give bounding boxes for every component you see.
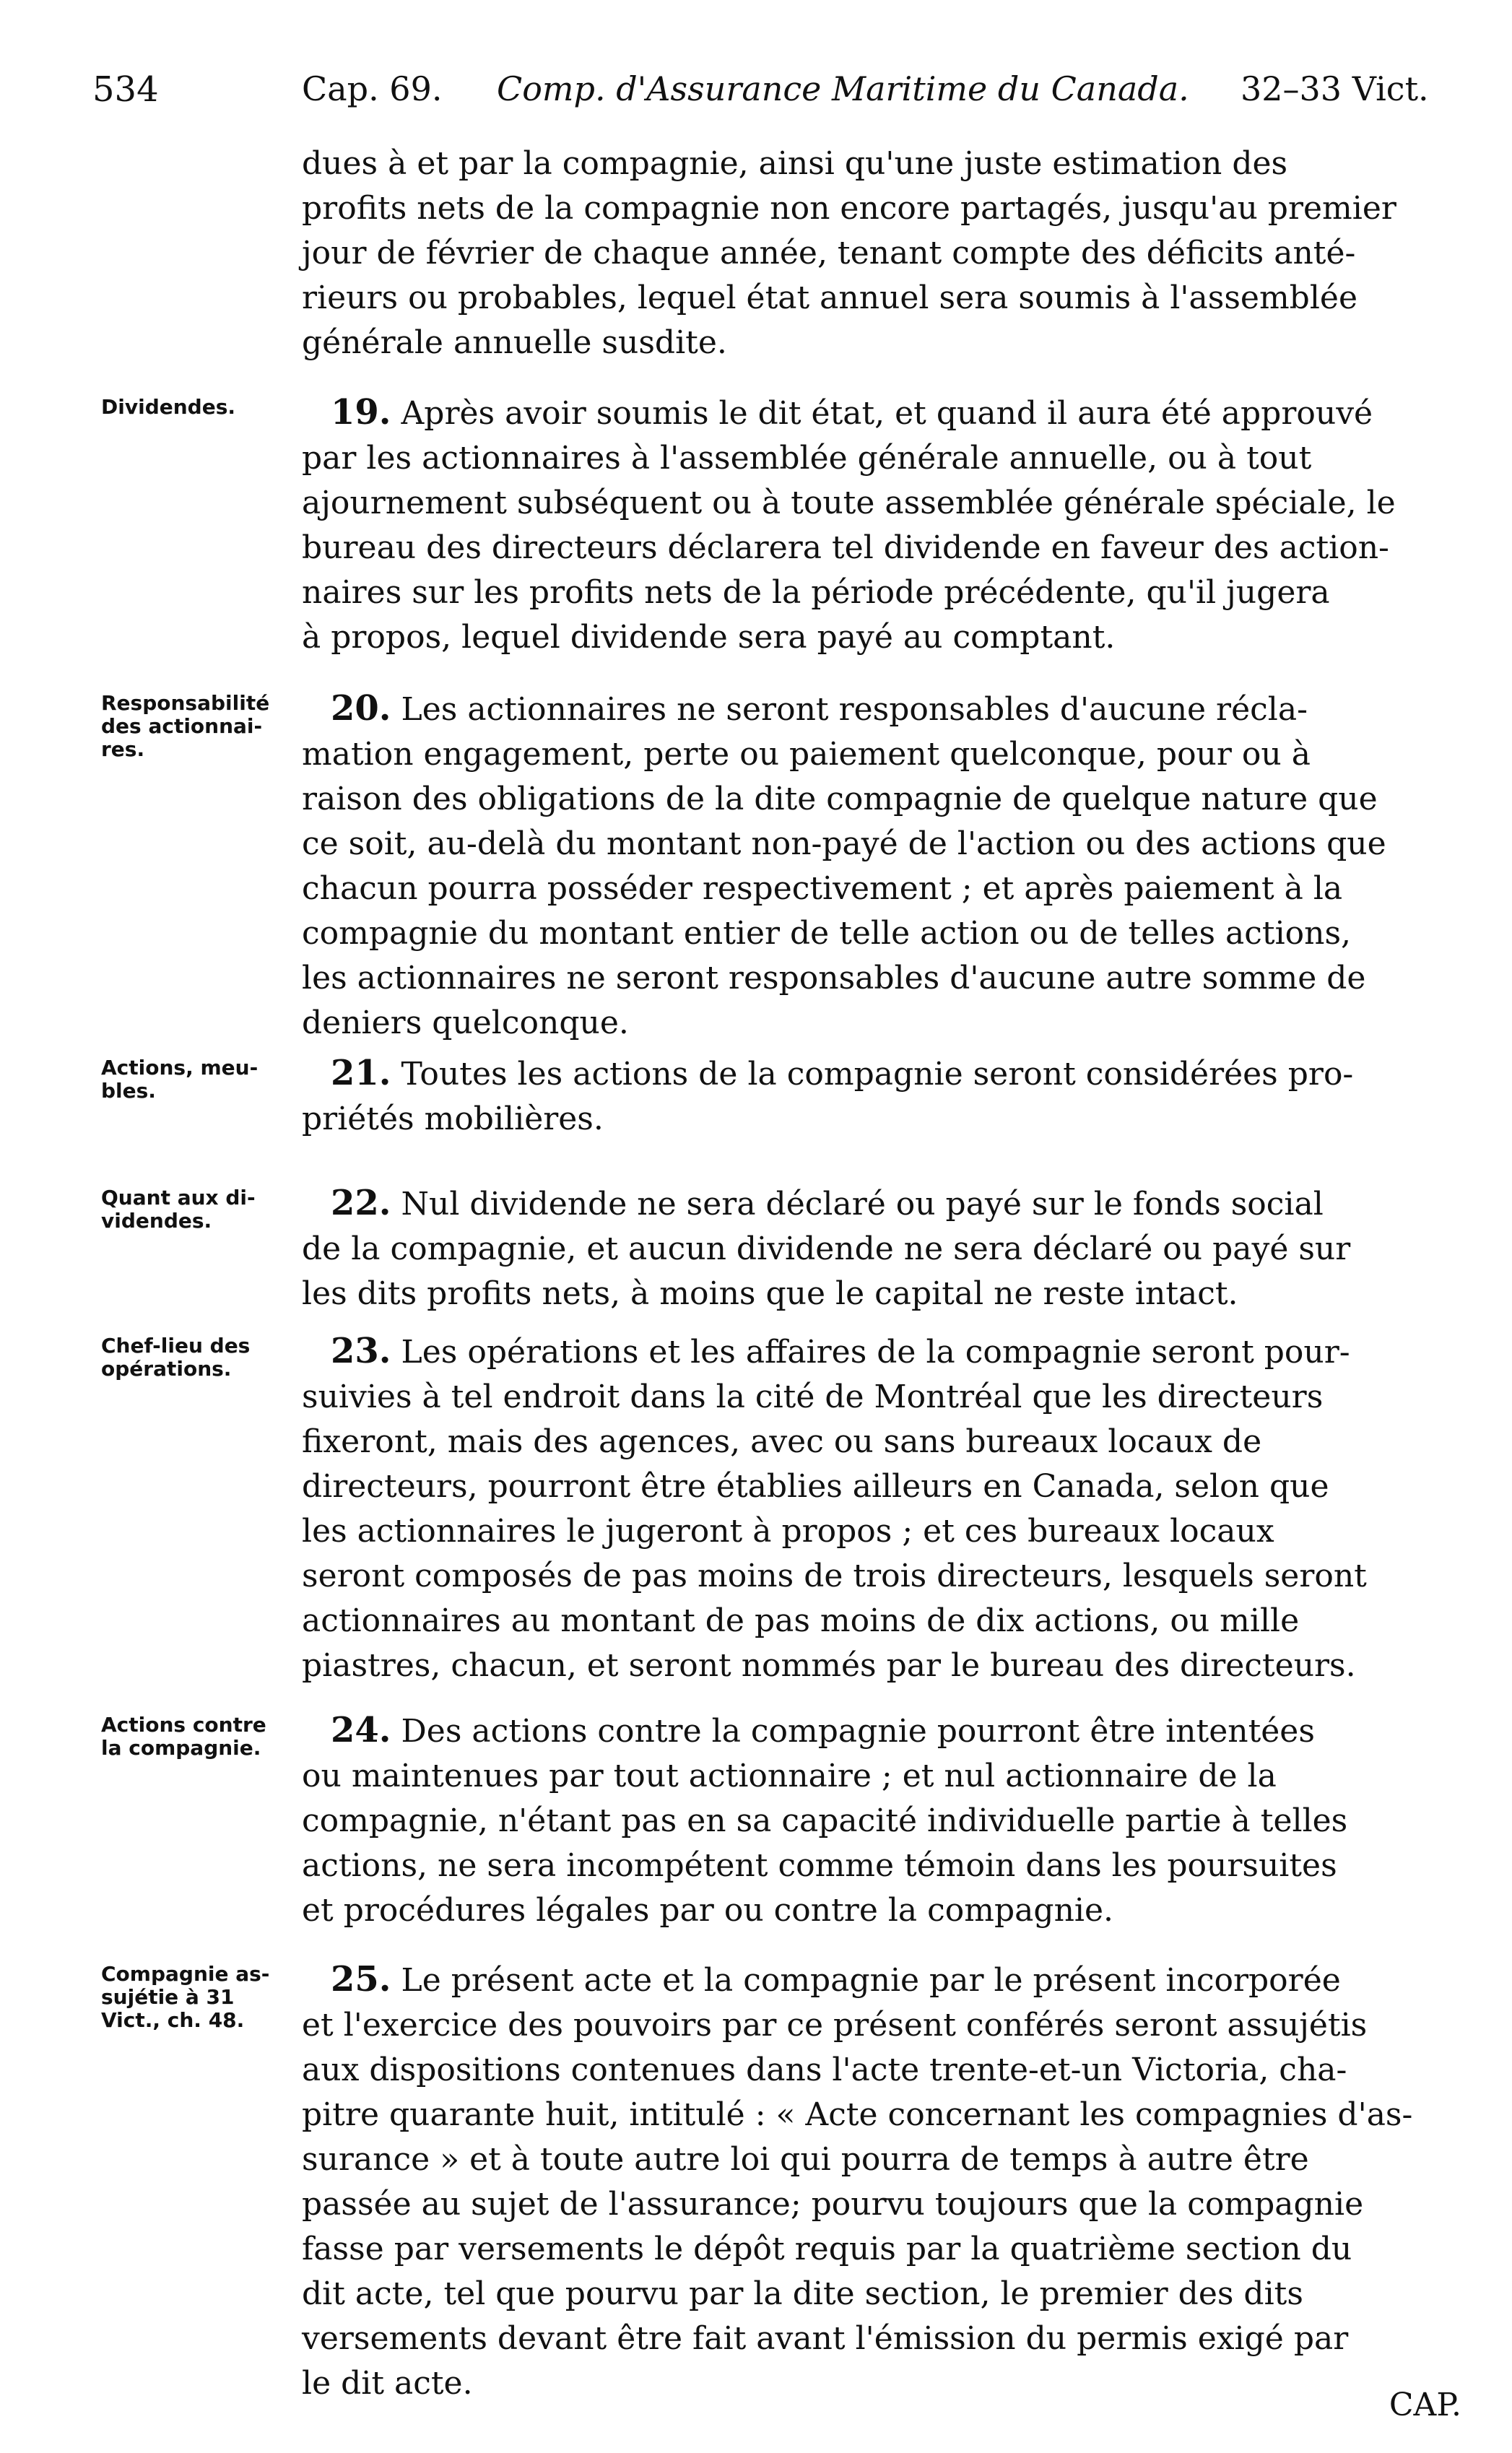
catchword: CAP.	[1389, 2387, 1461, 2423]
text-line: suivies à tel endroit dans la cité de Montréal que les directeurs	[302, 1379, 1324, 1415]
text-line	[302, 1181, 1457, 1227]
section-body	[302, 390, 1457, 660]
text-line: dues à et par la compagnie, ainsi qu'une juste estimation des	[302, 145, 1288, 182]
text-line: générale annuelle susdite.	[302, 324, 727, 361]
text-line: passée au sujet de l'assurance; pourvu toujours que la compagnie	[302, 2186, 1364, 2223]
text-line: priétés mobilières.	[302, 1100, 604, 1137]
section-body	[302, 1708, 1457, 1933]
text-line: bureau des directeurs déclarera tel dividende en faveur des action-	[302, 529, 1389, 566]
text-line: surance » et à toute autre loi qui pourra de temps à autre être	[302, 2141, 1309, 2178]
text-line: et l'exercice des pouvoirs par ce présent conférés seront assujétis	[302, 2007, 1368, 2044]
section-first-line-text: Les actionnaires ne seront responsables d'aucune récla-	[391, 691, 1308, 728]
text-line: à propos, lequel dividende sera payé au comptant.	[302, 619, 1116, 656]
text-line	[302, 686, 1457, 732]
margin-note: Quant aux di- videndes.	[101, 1186, 256, 1233]
text-line: ou maintenues par tout actionnaire ; et nul actionnaire de la	[302, 1758, 1277, 1794]
chapter-label: Cap. 69.	[302, 69, 443, 108]
text-line	[302, 1957, 1457, 2003]
section-number: 25.	[331, 1959, 391, 2000]
text-line: naires sur les profits nets de la période précédente, qu'il jugera	[302, 574, 1330, 611]
margin-note: Dividendes.	[101, 395, 235, 419]
margin-note: Actions, meu- bles.	[101, 1056, 258, 1103]
text-line: fasse par versements le dépôt requis par la quatrième section du	[302, 2231, 1352, 2267]
section-number: 22.	[331, 1183, 391, 1223]
section-number: 21.	[331, 1053, 391, 1093]
text-line: mation engagement, perte ou paiement quelconque, pour ou à	[302, 736, 1311, 773]
section-first-line-text: Les opérations et les affaires de la compagnie seront pour-	[391, 1334, 1350, 1371]
text-line: actionnaires au montant de pas moins de dix actions, ou mille	[302, 1602, 1300, 1639]
text-line	[302, 1708, 1457, 1754]
section-body	[302, 686, 1457, 1046]
section-first-line-text: Nul dividende ne sera déclaré ou payé sur le fonds social	[391, 1186, 1324, 1223]
act-title: Comp. d'Assurance Maritime du Canada.	[497, 69, 1189, 108]
margin-note: Actions contre la compagnie.	[101, 1713, 266, 1760]
margin-note: Chef-lieu des opérations.	[101, 1334, 251, 1381]
section-first-line-text: Le présent acte et la compagnie par le présent incorporée	[391, 1962, 1341, 1999]
text-line: actions, ne sera incompétent comme témoin dans les poursuites	[302, 1847, 1337, 1884]
section-number: 23.	[331, 1331, 391, 1371]
text-line: seront composés de pas moins de trois directeurs, lesquels seront	[302, 1558, 1367, 1594]
text-line: compagnie du montant entier de telle action ou de telles actions,	[302, 915, 1352, 952]
text-line	[302, 1329, 1457, 1375]
text-line: rieurs ou probables, lequel état annuel sera soumis à l'assemblée	[302, 279, 1357, 316]
text-line: les actionnaires ne seront responsables d'aucune autre somme de	[302, 960, 1366, 997]
running-header	[92, 69, 1464, 120]
text-line	[302, 390, 1457, 436]
text-line: deniers quelconque.	[302, 1004, 629, 1041]
margin-note: Compagnie as- sujétie à 31 Vict., ch. 48.	[101, 1962, 270, 2032]
section-body	[302, 1181, 1457, 1316]
section-number: 19.	[331, 392, 391, 433]
regnal-year: 32–33 Vict.	[1241, 69, 1429, 108]
text-line: les dits profits nets, à moins que le capital ne reste intact.	[302, 1275, 1238, 1312]
text-line: dit acte, tel que pourvu par la dite section, le premier des dits	[302, 2275, 1303, 2312]
page-number: 534	[92, 69, 159, 110]
text-line: le dit acte.	[302, 2365, 473, 2402]
text-line: jour de février de chaque année, tenant compte des déficits anté-	[302, 235, 1356, 272]
text-line: versements devant être fait avant l'émission du permis exigé par	[302, 2320, 1349, 2357]
section-first-line-text: Des actions contre la compagnie pourront être intentées	[391, 1713, 1315, 1750]
text-line: raison des obligations de la dite compagnie de quelque nature que	[302, 781, 1378, 817]
section-body	[302, 1051, 1457, 1142]
section-number: 20.	[331, 688, 391, 729]
text-line: pitre quarante huit, intitulé : « Acte concernant les compagnies d'as-	[302, 2096, 1413, 2133]
section-first-line-text: Après avoir soumis le dit état, et quand il aura été approuvé	[391, 395, 1373, 432]
text-line: par les actionnaires à l'assemblée générale annuelle, ou à tout	[302, 440, 1312, 477]
text-line: piastres, chacun, et seront nommés par le bureau des directeurs.	[302, 1647, 1356, 1684]
text-line: ce soit, au-delà du montant non-payé de l'action ou des actions que	[302, 825, 1386, 862]
section-body	[302, 1957, 1457, 2406]
continuation-paragraph	[302, 142, 1457, 365]
text-line: directeurs, pourront être établies ailleurs en Canada, selon que	[302, 1468, 1329, 1505]
section-body	[302, 1329, 1457, 1688]
text-line: ajournement subséquent ou à toute assemblée générale spéciale, le	[302, 485, 1396, 521]
margin-note: Responsabilité des actionnai- res.	[101, 691, 270, 761]
text-line: et procédures légales par ou contre la compagnie.	[302, 1892, 1113, 1929]
text-line: les actionnaires le jugeront à propos ; et ces bureaux locaux	[302, 1513, 1274, 1550]
text-line: compagnie, n'étant pas en sa capacité individuelle partie à telles	[302, 1802, 1348, 1839]
text-line	[302, 1051, 1457, 1097]
section-number: 24.	[331, 1710, 391, 1750]
text-line: fixeront, mais des agences, avec ou sans bureaux locaux de	[302, 1423, 1262, 1460]
section-first-line-text: Toutes les actions de la compagnie seront considérées pro-	[391, 1056, 1354, 1093]
text-line: profits nets de la compagnie non encore partagés, jusqu'au premier	[302, 190, 1396, 227]
text-line: aux dispositions contenues dans l'acte trente-et-un Victoria, cha-	[302, 2052, 1347, 2088]
text-line: de la compagnie, et aucun dividende ne sera déclaré ou payé sur	[302, 1230, 1351, 1267]
text-line: chacun pourra posséder respectivement ; et après paiement à la	[302, 870, 1343, 907]
